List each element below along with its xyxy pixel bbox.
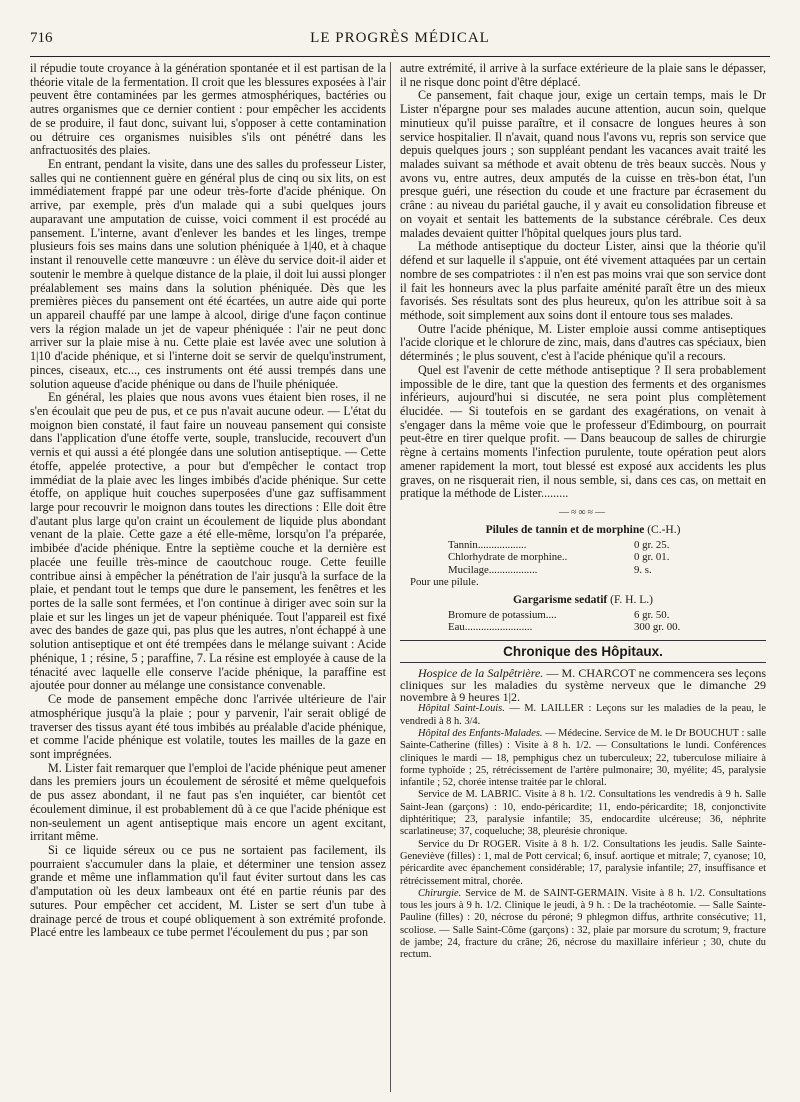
- left-column: [30, 62, 386, 940]
- ingredient-amount: 300 gr. 00.: [634, 621, 681, 634]
- section-heading-chronique: Chronique des Hôpitaux.: [400, 640, 766, 663]
- article-paragraph: Ce mode de pansement empêche donc l'arrivée ultérieure de l'air atmosphérique jusqu'à la plaie ; pour y parvenir, l'air serait obligé de traverser des tissus ayant été tous imbibés au préalable d'acide phénique, et comme l'acide phénique est volatile, toutes les mailles de la gaze en sont imprégnées.: [30, 692, 386, 761]
- chronicle-entry: [400, 888, 766, 962]
- page-number: 716: [30, 30, 53, 46]
- prescription-note: Pour une pilule.: [410, 575, 479, 588]
- chronicle-entry: [400, 703, 766, 728]
- ingredient-amount: 0 gr. 25.: [634, 539, 670, 551]
- article-paragraph: Si ce liquide séreux ou ce pus ne sortaient pas facilement, ils pourraient s'accumuler dans la plaie, et déterminer une tension assez grande et même une inflammation qu'il faut éviter surtout dans les cas d'amputation où les deux lambeaux ont été en partie réunis par des sutures. Pour empêcher cet accident, M. Lister se sert d'un tube à drainage percé de trous et coupé obliquement à son extrémité profonde. Placé entre les lambeaux ce tube permet l'écoulement du pus ; par son: [30, 842, 386, 940]
- article-paragraph: En général, les plaies que nous avons vues étaient bien roses, il ne s'en écoulait que peu de pus, et ce pus n'avait aucune odeur. — L'état du moignon bien constaté, il faut faire un nouveau pansement qui consiste dans l'application d'une étoffe verte, souple, translucide, recouvert d'un vernis et qui aussi a été plongée dans une solution antiseptique. — Cette étoffe, appelée protective, a pour but d'empêcher le contact trop immédiat de la plaie avec les linges imbibés d'acide phénique. Sur cette étoffe, on applique huit couches superposées d'une gaz suffisamment large pour recouvrir le moignon dans toutes les directions : Elle doit être d'autant plus large qu'on craint un écoulement de liquide plus abondant venant de la plaie. Cette gaze a été elle-même, lorsqu'on l'a préparée, imbibée d'acide phénique. Entre la septième couche et la dernière est placée une feuille très-mince de caoutchouc rouge. Cette feuille contribue ainsi à empêcher la pénétration de l'air jusqu'à la surface de la plaie, et pendant tout le temps que dure le pansement, les fenêtres et les portes de la salle sont fermées, et l'on continue à diriger avec soin sur la plaie et sur les linges un jet de vapeur phéniquée. Tout l'appareil est fixé avec des bandes de gaze qui, pas plus que les autres, n'ont échappé à une solution antiseptique et ont été trempées dans le mélange suivant : Acide phénique, 1 ; résine, 5 ; paraffine, 7. La résine est employée à cause de la ténacité avec laquelle elle conserve l'acide phénique, la paraffine est ajoutée pour donner au mélange une consistance convenable.: [30, 390, 386, 693]
- ingredient-name: Bromure de potassium....: [448, 609, 557, 622]
- prescription-title: Gargarisme sedatif (F. H. L.): [513, 594, 653, 607]
- ingredient-amount: 6 gr. 50.: [634, 609, 670, 622]
- prescription-ingredient: [400, 551, 766, 563]
- ornament-divider: —≈∞≈—: [558, 507, 608, 518]
- ingredient-name: Eau.........................: [448, 621, 533, 634]
- prescription-ingredient: [400, 539, 766, 551]
- prescription-title: Pilules de tannin et de morphine (C.-H.): [485, 524, 681, 536]
- article-paragraph: il répudie toute croyance à la génération spontanée et il est partisan de la théorie vitale de la fermentation. Il croit que les blessures exposées à l'air peuvent être contaminées par les germes atmosphériques, bactéries ou autres organismes que ce dernier contient : pour empêcher les accidents de se produire, il faut donc, suivant lui, s'opposer à cette contamination ou détruire ces organismes nuisibles s'ils ont pénétré dans les anfractuosités des plaies.: [30, 61, 386, 158]
- hospital-chronicle: [400, 667, 766, 962]
- chronicle-text: — Médecine. Service de M. le Dr BOUCHUT : salle Sainte-Catherine (filles) : Visite à 8 h. 1/2. — Consultations le lundi. Conférences cliniques le mardi — 18, pemphigus chez un tuberculeux; 22, tuberculose miliaire à forme typhoïde ; 25, rétrécissement de l'artère pulmonaire; 30, myélite; 45, paralysie infantile ; 52, chorée intense traitée par le chloral.: [400, 727, 767, 789]
- page-header: [30, 30, 770, 52]
- right-article-text: [400, 62, 766, 501]
- chronicle-entry: [400, 667, 766, 704]
- article-paragraph: M. Lister fait remarquer que l'emploi de l'acide phénique peut amener dans les premiers jours un écoulement de sérosité et même quelquefois de pus assez abondant, il ne faut pas s'en inquiéter, car bientôt cet écoulement diminue, il est probablement dû à ce que l'acide phénique est non-seulement un agent antiseptique mais encore un agent excitant, irritant même.: [30, 760, 386, 844]
- article-paragraph: Outre l'acide phénique, M. Lister emploie aussi comme antiseptiques l'acide clorique et le chlorure de zinc, mais, dans d'autres cas spéciaux, bien déterminés ; le plus souvent, c'est à l'acide phénique qu'il a recours.: [400, 321, 767, 364]
- chronicle-entry: [400, 839, 766, 888]
- article-paragraph: autre extrémité, il arrive à la surface extérieure de la plaie sans le dépasser, il ne risque donc point d'être déplacé.: [400, 61, 766, 89]
- prescription-ingredient: [400, 564, 766, 576]
- prescription-ingredient: [400, 621, 766, 633]
- ingredient-name: Mucilage..................: [448, 563, 538, 576]
- right-column: [400, 62, 766, 962]
- article-paragraph: Quel est l'avenir de cette méthode antiseptique ? Il sera probablement impossible de le dire, tant que la question des ferments et des organismes inférieurs, aujourd'hui si discutée, ne sera point plus complètement élucidée. — Si toutefois en se gardant des exagérations, on venait à s'engager dans la même voie que le professeur d'Edimbourg, on pourrait peut-être en tirer quelque profit. — Dans beaucoup de salles de chirurgie règne à certains moments l'infection purulente, toute opération peut alors amener rapidement la mort, tout blessé est exposé aux accidents les plus graves, on ne risquerait rien, il nous semble, si, dans ces cas, on mettait en pratique la méthode de Lister.........: [400, 362, 766, 501]
- column-divider: [390, 62, 391, 1092]
- chronicle-label: Chirurgie.: [418, 887, 462, 899]
- article-paragraph: La méthode antiseptique du docteur Lister, ainsi que la théorie qu'il défend et sur laquelle il s'appuie, ont été vivement attaquées par un certain nombre de ses compatriotes : il n'en est pas moins vrai que son service dont il fait les honneurs avec la plus parfaite aménité paraît être un des mieux favorisés. Ses résultats sont des plus heureux, qu'on les attribue soit à sa méthode, soit simplement aux soins dont il entoure tous ses malades.: [400, 239, 766, 322]
- chronicle-text: Service du Dr ROGER. Visite à 8 h. 1/2. Consultations les jeudis. Salle Sainte-Geneviève (filles) : 1, mal de Pott cervical; 6, insuf. aortique et mitrale; 7, cyanose; 10, péricardite avec épanchement considérable; 17, paralysie infantile; 27, insuffisance et rétrécissement mitral, chorée.: [400, 838, 766, 887]
- chronicle-text: Service de M. LABRIC. Visite à 8 h. 1/2. Consultations les vendredis à 9 h. Salle Saint-Jean (garçons) : 10, endo-péricardite; 11, endo-péricardite; 18, conjonctivite diphtéritique; 23, paralysie infantile; 35, endocardite ulcéreuse; 36, néphrite scarlatineuse; 37, coqueluche; 38, pleurésie chronique.: [400, 789, 766, 838]
- chronicle-label: Hôpital Saint-Louis.: [418, 703, 505, 715]
- chronicle-label: Hospice de la Salpêtrière.: [418, 665, 544, 680]
- chronicle-label: Hôpital des Enfants-Malades.: [418, 727, 543, 739]
- chronicle-text: — M. CHARCOT ne commencera ses leçons cliniques sur les maladies du système nerveux que le dimanche 29 novembre à 9 heures 1|2.: [400, 665, 766, 705]
- header-rule: [30, 56, 770, 57]
- ingredient-amount: 0 gr. 01.: [634, 551, 670, 564]
- journal-title: LE PROGRÈS MÉDICAL: [310, 30, 490, 46]
- ingredient-amount: 9. s.: [634, 563, 652, 576]
- prescription-ingredient: [400, 609, 766, 621]
- prescription-gargle: [400, 594, 766, 634]
- chronicle-entry: [400, 728, 766, 789]
- chronicle-text: Service de M. de SAINT-GERMAIN. Visite à 8 h. 1/2. Consultations tous les jours à 9 h. 1/2. Clinique le jeudi, à 9 h. : De la trachéotomie. — Salle Sainte-Pauline (filles) : 20, nécrose du péroné; 9 phlegmon diffus, arthrite consécutive; 11, scoliose. — Salle Saint-Côme (garçons) : 32, plaie par morsure du scrotum; 9, fracture de jambe; 24, fracture du crâne; 26, nécrose du maxillaire inférieur ; 30, chute du rectum.: [400, 887, 766, 961]
- prescription-pills: [400, 524, 766, 588]
- ingredient-name: Tannin..................: [448, 539, 527, 551]
- chronicle-text: — M. LAILLER : Leçons sur les maladies de la peau, le vendredi à 8 h. 3/4.: [400, 703, 766, 727]
- article-paragraph: En entrant, pendant la visite, dans une des salles du professeur Lister, salles qui ne contiennent guère en général plus de cinq ou six lits, on est immédiatement frappé par une odeur très-forte d'acide phénique. On arrive, par exemple, près d'un malade qui a subi quelques jours auparavant une amputation de cuisse, voici comment il est procédé au pansement. L'interne, avant d'enlever les bandes et les linges, trempe plusieurs fois ses mains dans une solution phéniquée à 1|40, et à chaque instant il renouvelle cette manœuvre : un élève du service doit-il aider et soutenir le membre à quelque distance de la plaie, il doit lui aussi plonger préalablement ses mains dans la solution phéniquée. Dès que les premières pièces du pansement ont été écartées, un autre aide qui porte un appareil chauffé par une lampe à alcool, dirige d'une façon continue vers la région malade un jet de vapeur phéniquée : l'air ne peut donc arriver sur la plaie mise à nu. Cette plaie est lavée avec une solution à 1|10 d'acide phénique, et si l'interne doit se servir de quelqu'instrument, pinces, ciseaux, etc..., ces instruments ont été aussi trempés dans une solution aqueuse d'acide phénique ou dans de l'huile phéniquée.: [30, 157, 386, 391]
- chronicle-entry: [400, 789, 766, 838]
- ingredient-name: Chlorhydrate de morphine..: [448, 551, 568, 564]
- article-paragraph: Ce pansement, fait chaque jour, exige un certain temps, mais le Dr Lister n'épargne pour ses malades aucune attention, aucun soin, quelque minutieux qu'il puisse paraître, et il consacre de longues heures à son service hospitalier. Il n'avait, quand nous l'avons vu, repris son service que depuis quelques jours ; son suppléant pendant les vacances avait traité les malades suivant sa méthode et avait obtenu de très beaux succès. Nous y avons vu, entre autres, deux amputés de la cuisse en très-bon état, l'un presque guéri, une résection du coude et une fracture par écrasement du crâne : au niveau du pariétal gauche, il y avait eu consolidation fibreuse et on voyait et sentait les battements de la substance cérébrale. Ces deux malades devaient quitter l'hôpital quelques jours plus tard.: [400, 88, 766, 240]
